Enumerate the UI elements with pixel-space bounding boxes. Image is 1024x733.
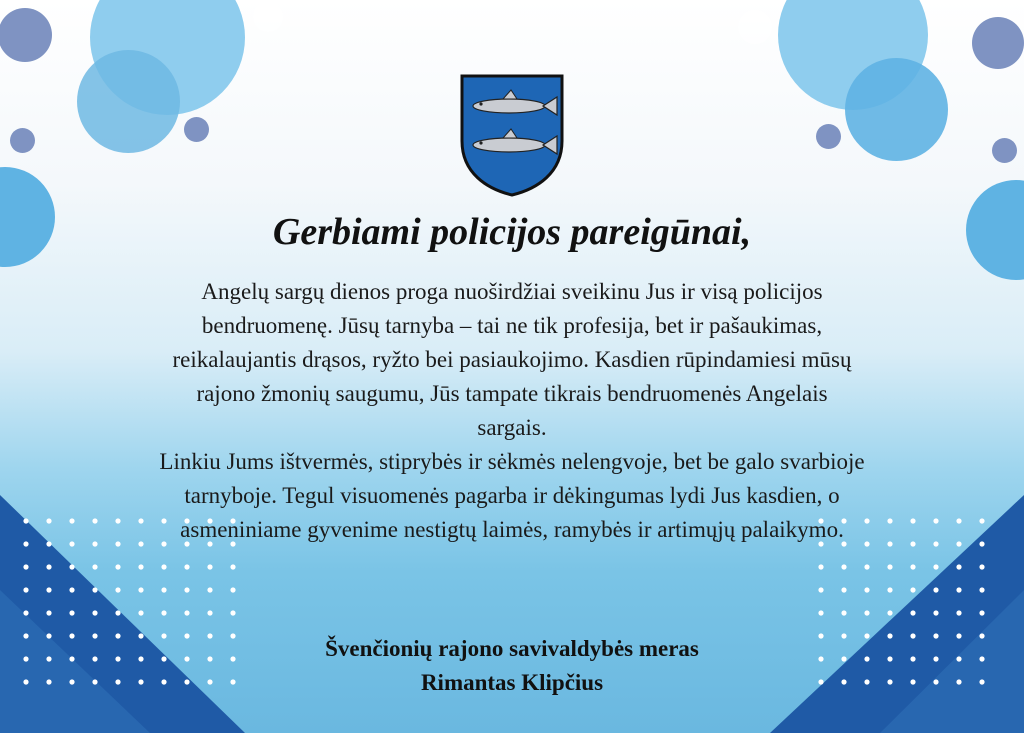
decor-dot [161, 610, 166, 615]
paragraph-line: asmeniniame gyvenime nestigtų laimės, ramybės ir artimųjų palaikymo. [180, 517, 844, 542]
decor-dot [956, 610, 961, 615]
decor-dot [46, 518, 51, 523]
signature-name: Rimantas Klipčius [420, 670, 604, 695]
paragraph-line: tarnyboje. Tegul visuomenės pagarba ir dėkingumas lydi Jus kasdien, o [184, 483, 840, 508]
decor-dot [979, 587, 984, 592]
decor-dot [46, 587, 51, 592]
decor-dot [818, 564, 823, 569]
decor-dot [230, 564, 235, 569]
signature-title: Švenčionių rajono savivaldybės meras [325, 636, 699, 661]
paragraph-line: reikalaujantis drąsos, ryžto bei pasiaukojimo. Kasdien rūpindamiesi mūsų [172, 347, 852, 372]
decor-dot [92, 610, 97, 615]
decor-dot [23, 564, 28, 569]
decor-dot [69, 564, 74, 569]
decor-dot [979, 541, 984, 546]
decor-dot [864, 587, 869, 592]
decor-dot [46, 564, 51, 569]
paragraph-line: rajono žmonių saugumu, Jūs tampate tikrais bendruomenės Angelais [196, 381, 828, 406]
decor-dot [115, 610, 120, 615]
paragraph-line: sargais. [477, 415, 547, 440]
decor-dot [207, 610, 212, 615]
decor-dot [887, 564, 892, 569]
decor-dot [956, 541, 961, 546]
paragraph-line: Angelų sargų dienos proga nuoširdžiai sveikinu Jus ir visą policijos [201, 279, 823, 304]
decor-dot [979, 564, 984, 569]
decor-dot [46, 541, 51, 546]
decor-dot [207, 587, 212, 592]
paragraph-line: bendruomenę. Jūsų tarnyba – tai ne tik profesija, bet ir pašaukimas, [201, 313, 823, 338]
decor-dot [956, 564, 961, 569]
decor-dot [887, 587, 892, 592]
decor-dot [161, 587, 166, 592]
decor-dot [910, 587, 915, 592]
decor-dot [184, 564, 189, 569]
decor-dot [933, 610, 938, 615]
decor-dot [887, 610, 892, 615]
decor-dot-grid-right [815, 515, 1024, 733]
decor-dot [841, 610, 846, 615]
decor-dot [46, 610, 51, 615]
decor-dot [979, 518, 984, 523]
paragraph-line: Linkiu Jums ištvermės, stiprybės ir sėkmės nelengvoje, bet be galo svarbioje [159, 449, 865, 474]
decor-dot [138, 564, 143, 569]
decor-dot [864, 564, 869, 569]
decor-dot [979, 610, 984, 615]
decor-dot [23, 541, 28, 546]
greeting-heading: Gerbiami policijos pareigūnai, [272, 211, 752, 253]
decor-dot [184, 587, 189, 592]
decor-dot [910, 564, 915, 569]
decor-dot [92, 587, 97, 592]
decor-dot [933, 564, 938, 569]
decor-dot [207, 564, 212, 569]
decor-dot [956, 518, 961, 523]
decor-dot [818, 587, 823, 592]
signature-block [0, 632, 1024, 700]
decor-dot [138, 587, 143, 592]
decor-dot [818, 610, 823, 615]
decor-dot [115, 587, 120, 592]
decor-dot [933, 587, 938, 592]
decor-dot [23, 587, 28, 592]
decor-dot [230, 610, 235, 615]
decor-dot [69, 587, 74, 592]
decor-dot [115, 564, 120, 569]
coat-of-arms-icon [459, 73, 565, 197]
greeting-body [70, 275, 954, 547]
decor-dot [161, 564, 166, 569]
decor-dot [69, 610, 74, 615]
decor-dot [910, 610, 915, 615]
decor-dot [184, 610, 189, 615]
decor-dot [23, 610, 28, 615]
decor-dot [230, 587, 235, 592]
decor-dot [841, 587, 846, 592]
decor-dot [92, 564, 97, 569]
decor-dot [956, 587, 961, 592]
decor-dot [23, 518, 28, 523]
decor-dot-grid-left [20, 515, 280, 733]
decor-dot [841, 564, 846, 569]
decor-dot [864, 610, 869, 615]
decor-dot [138, 610, 143, 615]
